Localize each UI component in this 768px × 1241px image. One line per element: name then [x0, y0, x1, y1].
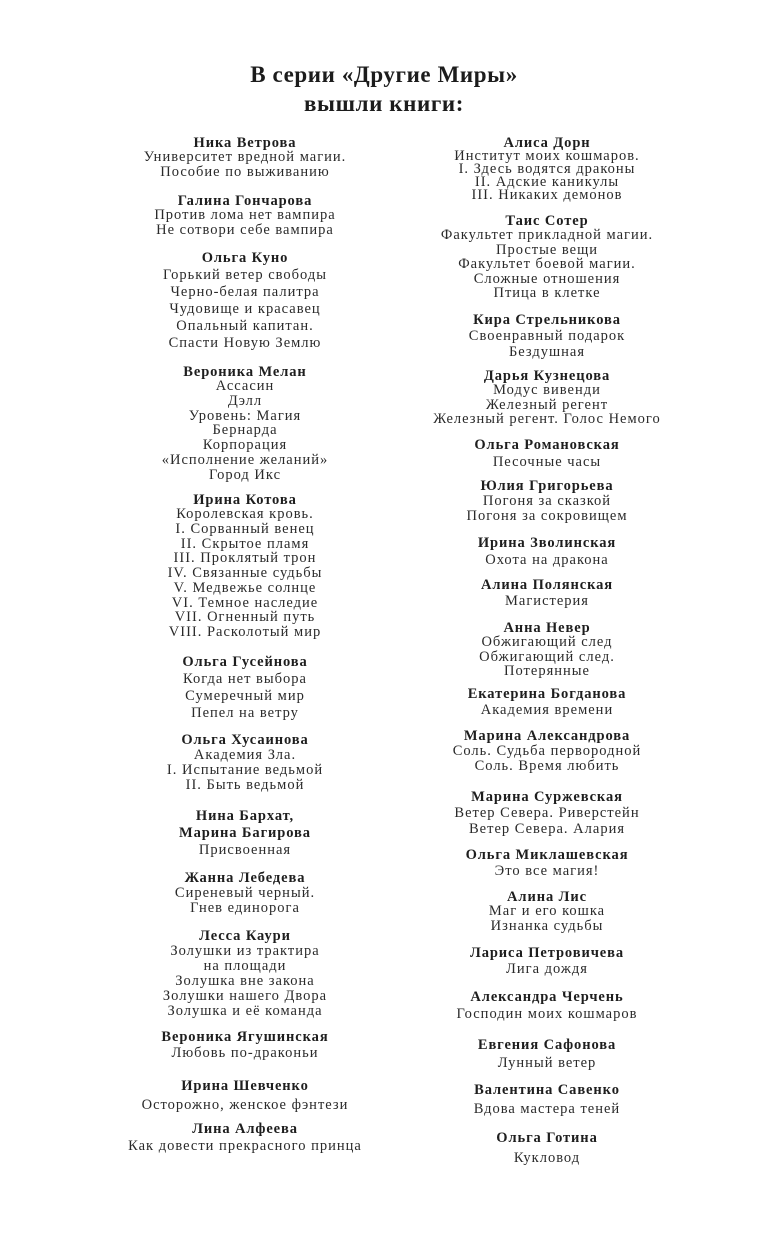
- book-title: Дэлл: [227, 393, 263, 410]
- book-title: Бернарда: [212, 422, 278, 439]
- book-title: Опальный капитан.: [176, 317, 314, 334]
- author-name: Жанна Лебедева: [184, 869, 306, 886]
- book-title: Институт моих кошмаров.: [454, 147, 640, 164]
- book-title: Лунный ветер: [497, 1055, 597, 1071]
- book-title: Сиреневый черный.: [174, 884, 316, 901]
- book-title: Ассасин: [215, 378, 275, 395]
- author-entry: [80, 1029, 410, 1061]
- author-entry: [382, 621, 712, 679]
- book-title: Изнанка судьбы: [490, 917, 604, 934]
- author-entry: [382, 729, 712, 774]
- page-title-line2: вышли книги:: [303, 91, 464, 116]
- author-name: Таис Сотер: [505, 212, 589, 229]
- book-title: Против лома нет вампира: [154, 207, 336, 224]
- book-title: Черно-белая палитра: [170, 283, 320, 300]
- book-title: Присвоенная: [198, 841, 292, 858]
- author-name: Ольга Гусейнова: [182, 653, 308, 670]
- book-title: Золушка и её команда: [167, 1002, 323, 1019]
- book-title: Не сотвори себе вампира: [156, 221, 334, 238]
- book-title: Королевская кровь.: [176, 506, 314, 523]
- author-entry: [80, 929, 410, 1019]
- author-name: Алина Полянская: [480, 577, 614, 593]
- author-entry: [80, 1121, 410, 1155]
- author-name: Ольга Миклашевская: [465, 847, 629, 863]
- author-entry: [382, 535, 712, 569]
- author-name: Ольга Романовская: [474, 436, 620, 453]
- author-entry: [80, 365, 410, 483]
- book-title: Простые вещи: [495, 241, 599, 258]
- book-title: Ветер Севера. Риверстейн: [454, 805, 640, 821]
- book-title: на площади: [203, 957, 287, 974]
- book-title: Песочные часы: [492, 453, 602, 470]
- author-name: Евгения Сафонова: [477, 1037, 617, 1053]
- author-entry: [382, 686, 712, 718]
- book-title: Железный регент. Голос Немого: [433, 411, 661, 428]
- book-title: Как довести прекрасного принца: [128, 1137, 362, 1154]
- book-title: II. Быть ведьмой: [185, 776, 305, 793]
- book-title: Золушки из трактира: [170, 942, 320, 959]
- author-name: Лесса Каури: [199, 927, 291, 944]
- book-title: Факультет боевой магии.: [458, 256, 636, 273]
- book-title: Лига дождя: [506, 961, 588, 977]
- author-name: Александра Черчень: [470, 988, 624, 1005]
- book-title: Охота на дракона: [485, 551, 609, 568]
- author-name: Алиса Дорн: [503, 134, 591, 151]
- book-title: III. Проклятый трон: [173, 550, 317, 567]
- book-title: IV. Связанные судьбы: [167, 565, 323, 582]
- author-entry: [382, 312, 712, 360]
- author-name: Анна Невер: [503, 619, 591, 636]
- author-entry: [382, 369, 712, 427]
- book-title: Золушка вне закона: [175, 972, 315, 989]
- book-title: Модус вивенди: [493, 382, 601, 399]
- author-name: Екатерина Богданова: [467, 686, 627, 702]
- author-name: Лина Алфеева: [192, 1120, 298, 1137]
- book-title: Корпорация: [202, 437, 288, 454]
- author-entry: [80, 733, 410, 793]
- book-title: Господин моих кошмаров: [456, 1005, 638, 1022]
- author-entry: [80, 250, 410, 352]
- author-entry: [80, 493, 410, 640]
- author-name: Алина Лис: [507, 888, 587, 905]
- author-entry: [382, 890, 712, 934]
- book-title: Бездушная: [508, 344, 586, 360]
- author-name: Кира Стрельникова: [473, 312, 621, 328]
- book-title: Университет вредной магии.: [143, 149, 347, 166]
- book-title: Спасти Новую Землю: [168, 334, 322, 351]
- author-entry: [80, 654, 410, 722]
- book-title: Магистерия: [505, 593, 589, 609]
- book-title: Любовь по-драконьи: [171, 1045, 319, 1061]
- book-title: Уровень: Магия: [188, 407, 302, 424]
- book-title: VI. Темное наследие: [171, 594, 319, 611]
- author-entry: [382, 134, 712, 203]
- author-entry: [382, 789, 712, 837]
- author-name: Лариса Петровичева: [469, 945, 624, 961]
- book-title: II. Скрытое пламя: [180, 535, 310, 552]
- book-title: Золушки нашего Двора: [162, 987, 328, 1004]
- author-entry: [80, 1077, 410, 1115]
- book-title: Своенравный подарок: [468, 328, 626, 344]
- author-entry: [382, 989, 712, 1023]
- book-title: Чудовище и красавец: [169, 300, 321, 317]
- book-title: Кукловод: [513, 1150, 581, 1166]
- author-name: Валентина Савенко: [474, 1081, 620, 1098]
- book-title: Обжигающий след: [481, 634, 613, 651]
- author-name: Марина Александрова: [463, 727, 631, 744]
- author-name: Ольга Готина: [496, 1130, 598, 1146]
- book-title: «Исполнение желаний»: [161, 451, 329, 468]
- book-title: V. Медвежье солнце: [173, 579, 317, 596]
- book-title: Соль. Время любить: [474, 757, 620, 774]
- author-name: Галина Гончарова: [177, 192, 313, 209]
- book-title: Железный регент: [485, 396, 609, 413]
- book-title: I. Испытание ведьмой: [166, 761, 324, 778]
- book-title: Город Икс: [208, 466, 282, 483]
- book-title: Академия времени: [480, 702, 614, 718]
- author-name: Дарья Кузнецова: [483, 367, 611, 384]
- book-title: Пепел на ветру: [191, 704, 299, 721]
- author-entry: [382, 1128, 712, 1168]
- author-name: Марина Суржевская: [471, 789, 623, 805]
- author-name: Ольга Хусаинова: [181, 731, 309, 748]
- author-entry: [80, 871, 410, 916]
- book-title: Осторожно, женское фэнтези: [141, 1096, 349, 1113]
- book-title: Гнев единорога: [190, 899, 300, 916]
- author-name: Ника Ветрова: [193, 134, 297, 151]
- author-name: Юлия Григорьева: [480, 477, 614, 494]
- book-title: Факультет прикладной магии.: [440, 227, 654, 244]
- book-title: Пособие по выживанию: [160, 163, 330, 180]
- author-entry: [382, 479, 712, 524]
- author-entry: [382, 577, 712, 609]
- book-title: Ветер Севера. Алария: [469, 821, 625, 837]
- book-title: VIII. Расколотый мир: [168, 623, 322, 640]
- book-title: Академия Зла.: [193, 746, 297, 763]
- author-name: Ирина Котова: [193, 491, 297, 508]
- book-title: Погоня за сказкой: [482, 492, 612, 509]
- book-title: VII. Огненный путь: [174, 609, 316, 626]
- author-entry: [382, 847, 712, 879]
- book-title: Погоня за сокровищем: [466, 507, 628, 524]
- book-title: Горький ветер свободы: [162, 266, 328, 283]
- author-entry: [382, 1081, 712, 1119]
- author-entry: [382, 945, 712, 977]
- book-title: Когда нет выбора: [183, 670, 307, 687]
- author-name: Вероника Мелан: [183, 363, 307, 380]
- book-title: Вдова мастера теней: [473, 1100, 621, 1117]
- author-entry: [382, 1036, 712, 1072]
- book-title: I. Здесь водятся драконы: [458, 160, 636, 177]
- book-title: Это все магия!: [494, 863, 600, 879]
- book-title: Сумеречный мир: [185, 687, 305, 704]
- author-name: Ирина Зволинская: [477, 534, 617, 551]
- page-title-line1: В серии «Другие Миры»: [250, 62, 518, 87]
- author-entry: [80, 808, 410, 859]
- book-title: I. Сорванный венец: [175, 521, 315, 538]
- book-title: Маг и его кошка: [488, 903, 606, 920]
- author-name: Вероника Ягушинская: [161, 1029, 329, 1045]
- book-title: Потерянные: [504, 663, 590, 680]
- book-title: Сложные отношения: [473, 270, 621, 287]
- author-entry: [80, 194, 410, 238]
- author-entry: [382, 214, 712, 301]
- author-entry: [382, 437, 712, 471]
- author-name: Марина Багирова: [179, 824, 311, 841]
- author-name: Нина Бархат,: [195, 807, 295, 824]
- book-title: Птица в клетке: [493, 285, 601, 302]
- book-title: III. Никаких демонов: [471, 186, 623, 203]
- author-name: Ольга Куно: [201, 249, 289, 266]
- author-name: Ирина Шевченко: [181, 1077, 309, 1094]
- book-title: Обжигающий след.: [479, 648, 615, 665]
- book-title: II. Адские каникулы: [474, 173, 620, 190]
- book-title: Соль. Судьба первородной: [452, 742, 642, 759]
- author-entry: [80, 136, 410, 180]
